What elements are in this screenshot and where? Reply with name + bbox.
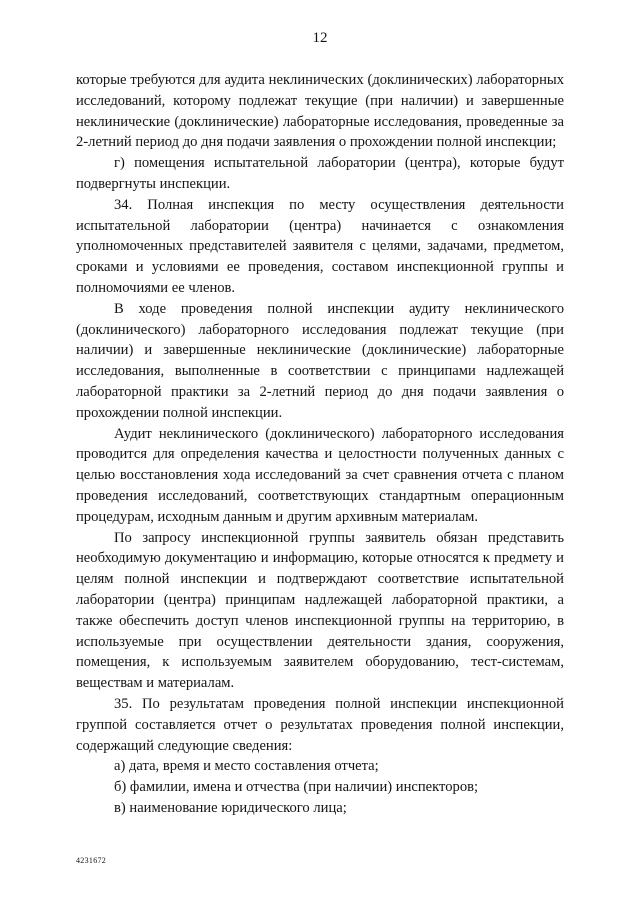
- document-body: [76, 70, 564, 819]
- list-item: а) дата, время и место составления отчета;: [114, 758, 379, 775]
- paragraph: 34. Полная инспекция по месту осуществления деятельности испытательной лаборатории (центра) начинается с ознакомления уполномоченных представителей заявителя с целями, задачами, предметом, сроками и условиями ее проведения, составом инспекционной группы и полномочиями ее членов.: [76, 196, 564, 296]
- list-item: б) фамилии, имена и отчества (при наличии) инспекторов;: [114, 779, 479, 796]
- paragraph: которые требуются для аудита неклинических (доклинических) лабораторных исследований, которому подлежат текущие (при наличии) и завершенные неклинические (доклинические) лабораторные исследования, проведенные за 2-летний период до дня подачи заявления о прохождении полной инспекции;: [76, 72, 564, 151]
- page-number: 12: [312, 30, 328, 46]
- paragraph: 35. По результатам проведения полной инспекции инспекционной группой составляется отчет о результатах проведения полной инспекции, содержащий следующие сведения:: [76, 695, 564, 754]
- paragraph: По запросу инспекционной группы заявитель обязан представить необходимую документацию и информацию, которые относятся к предмету и целям полной инспекции и подтверждают соответствие испытательной лаборатории (центра) принципам надлежащей лабораторной практики, а также обеспечить доступ членов инспекционной группы на территорию, в используемые при осуществлении деятельности здания, сооружения, помещения, к используемым заявителем оборудованию, тест-системам, веществам и материалам.: [76, 529, 564, 692]
- document-code: 4231672: [76, 856, 107, 865]
- list-item: в) наименование юридического лица;: [114, 799, 347, 816]
- paragraph: В ходе проведения полной инспекции аудиту неклинического (доклинического) лабораторного исследования подлежат текущие (при наличии) и завершенные неклинические (доклинические) лабораторные исследования, выполненные в соответствии с принципами надлежащей лабораторной практики за 2-летний период до дня подачи заявления о прохождении полной инспекции.: [76, 300, 564, 421]
- paragraph: г) помещения испытательной лаборатории (центра), которые будут подвергнуты инспекции.: [76, 155, 564, 192]
- paragraph: Аудит неклинического (доклинического) лабораторного исследования проводится для определения качества и целостности полученных данных с целью восстановления хода исследований за счет сравнения отчета с планом проведения исследований, соответствующих стандартным операционным процедурам, исходным данным и другим архивным материалам.: [76, 425, 564, 525]
